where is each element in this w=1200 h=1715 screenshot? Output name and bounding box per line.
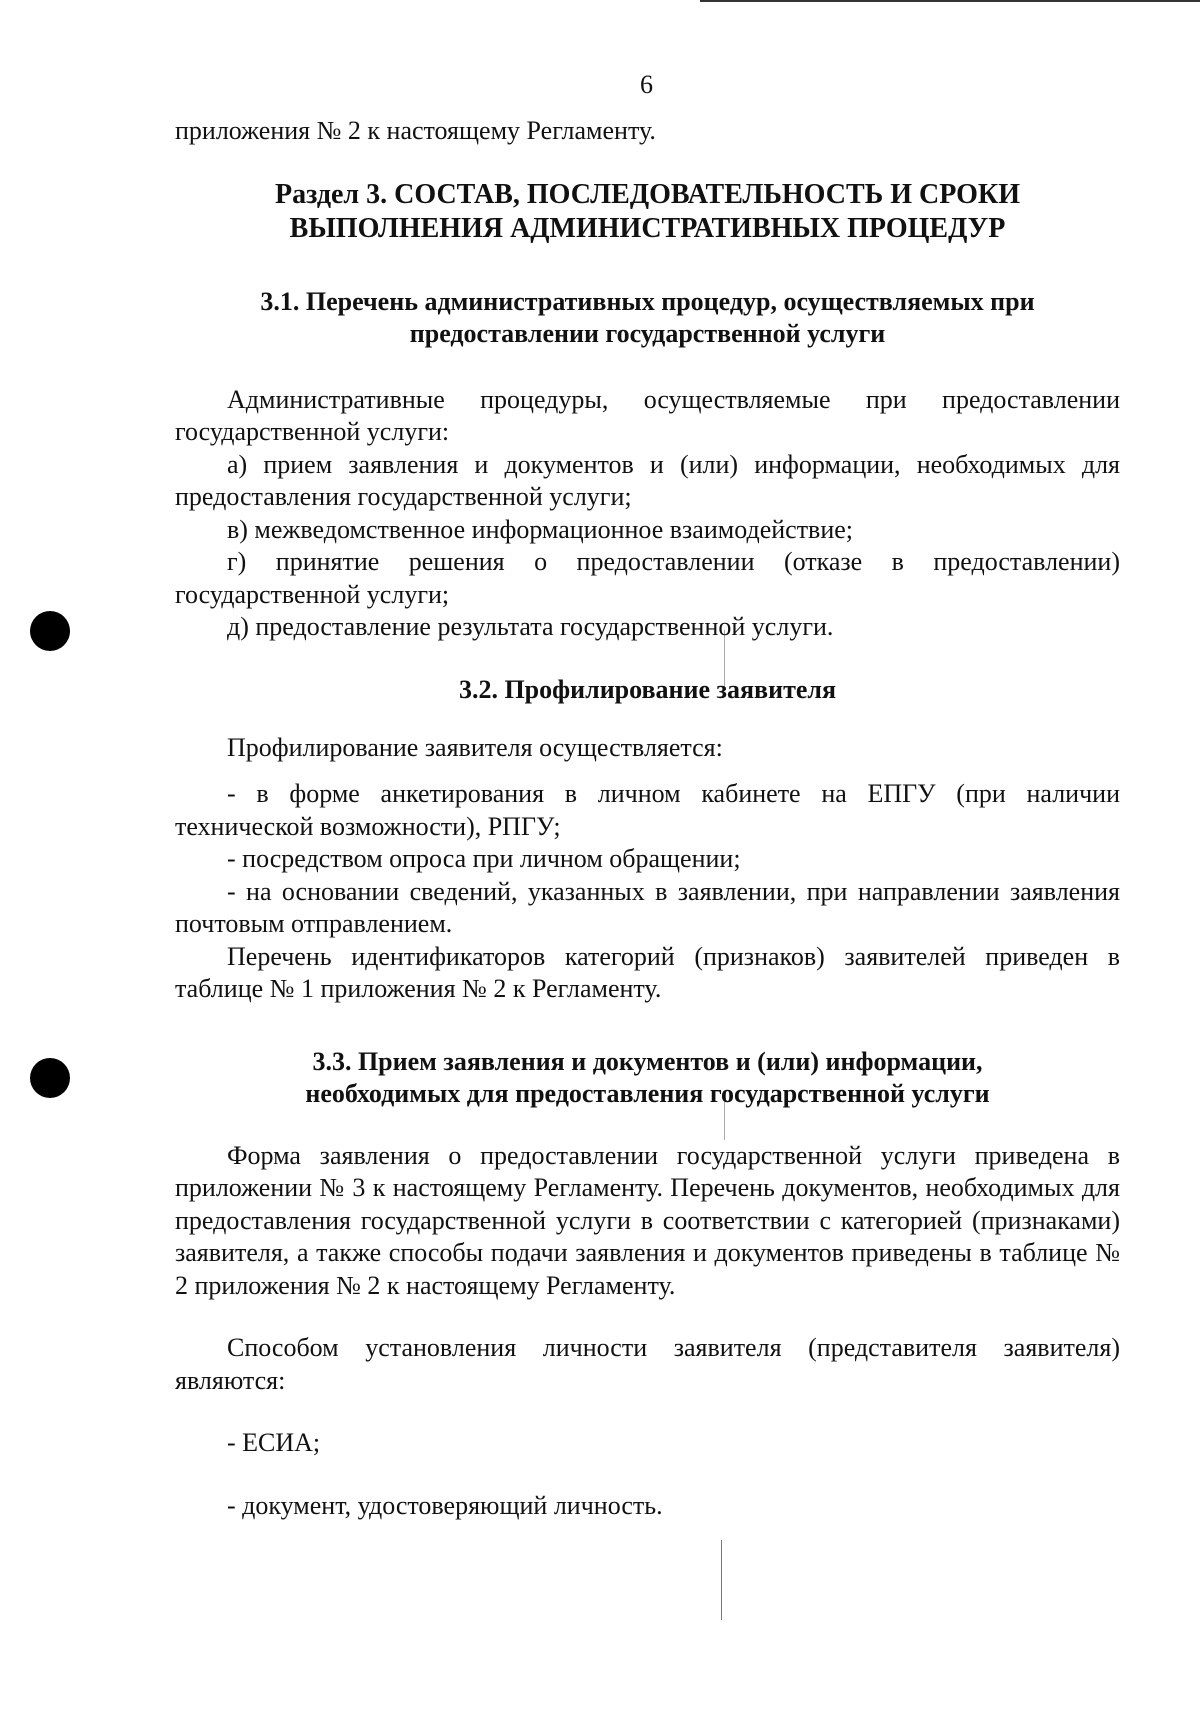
section-3-title-line-1: Раздел 3. СОСТАВ, ПОСЛЕДОВАТЕЛЬНОСТЬ И СРОКИ — [274, 178, 1021, 210]
list-item-3-2-2: - посредством опроса при личном обращении; — [227, 844, 741, 873]
paragraph-3-2-intro: Профилирование заявителя осуществляется: — [227, 732, 723, 762]
list-item-3-1-d: д) предоставление результата государственной услуги. — [227, 612, 834, 641]
subsection-3-3-heading — [175, 1046, 1120, 1110]
hole-punch-mark — [30, 1058, 70, 1098]
paragraph-3-3-identity: Способом установления личности заявителя (представителя заявителя) являются: — [175, 1333, 1120, 1395]
continuation-text: приложения № 2 к настоящему Регламенту. — [175, 116, 656, 145]
section-3-heading — [175, 178, 1120, 246]
paragraph-3-3-form: Форма заявления о предоставлении государственной услуги приведена в приложении № 3 к настоящему Регламенту. Перечень документов, необходимых для предоставления государственной услуги в соответствии с категорией (признаками) заявителя, а также способы подачи заявления и документов приведены в таблице № 2 приложения № 2 к настоящему Регламенту. — [175, 1140, 1120, 1300]
subsection-3-1-heading — [175, 286, 1120, 350]
list-item-3-2-3: - на основании сведений, указанных в заявлении, при направлении заявления почтовым отправлением. — [175, 876, 1120, 938]
scan-artifact-line — [721, 1540, 722, 1620]
list-item-3-3-document: - документ, удостоверяющий личность. — [227, 1490, 663, 1520]
list-item-3-2-1: - в форме анкетирования в личном кабинете на ЕПГУ (при наличии технической возможности), РПГУ; — [175, 779, 1120, 841]
paragraph-3-2-note: Перечень идентификаторов категорий (признаков) заявителей приведен в таблице № 1 приложения № 2 к Регламенту. — [175, 941, 1120, 1003]
subsection-3-1-title-line-1: 3.1. Перечень административных процедур, осуществляемых при — [260, 286, 1035, 316]
subsection-3-3-title-line-2: необходимых для предоставления государственной услуги — [305, 1078, 990, 1108]
list-item-3-3-esia: - ЕСИА; — [227, 1428, 321, 1457]
list-item-3-1-g: г) принятие решения о предоставлении (отказе в предоставлении) государственной услуги; — [175, 547, 1120, 609]
paragraph-3-1-intro: Административные процедуры, осуществляемые при предоставлении государственной услуги: — [175, 384, 1120, 446]
scan-border-line — [700, 0, 1200, 2]
list-item-3-1-v: в) межведомственное информационное взаимодействие; — [227, 514, 854, 544]
hole-punch-mark — [30, 611, 70, 651]
section-3-title-line-2: ВЫПОЛНЕНИЯ АДМИНИСТРАТИВНЫХ ПРОЦЕДУР — [289, 212, 1006, 244]
subsection-3-1-title-line-2: предоставлении государственной услуги — [409, 318, 886, 348]
list-item-3-1-a: а) прием заявления и документов и (или) информации, необходимых для предоставления государственной услуги; — [175, 449, 1120, 511]
page-number: 6 — [640, 70, 653, 99]
subsection-3-2-heading: 3.2. Профилирование заявителя — [458, 674, 837, 704]
subsection-3-3-title-line-1: 3.3. Прием заявления и документов и (или) информации, — [312, 1046, 983, 1076]
document-body — [175, 115, 1120, 1522]
